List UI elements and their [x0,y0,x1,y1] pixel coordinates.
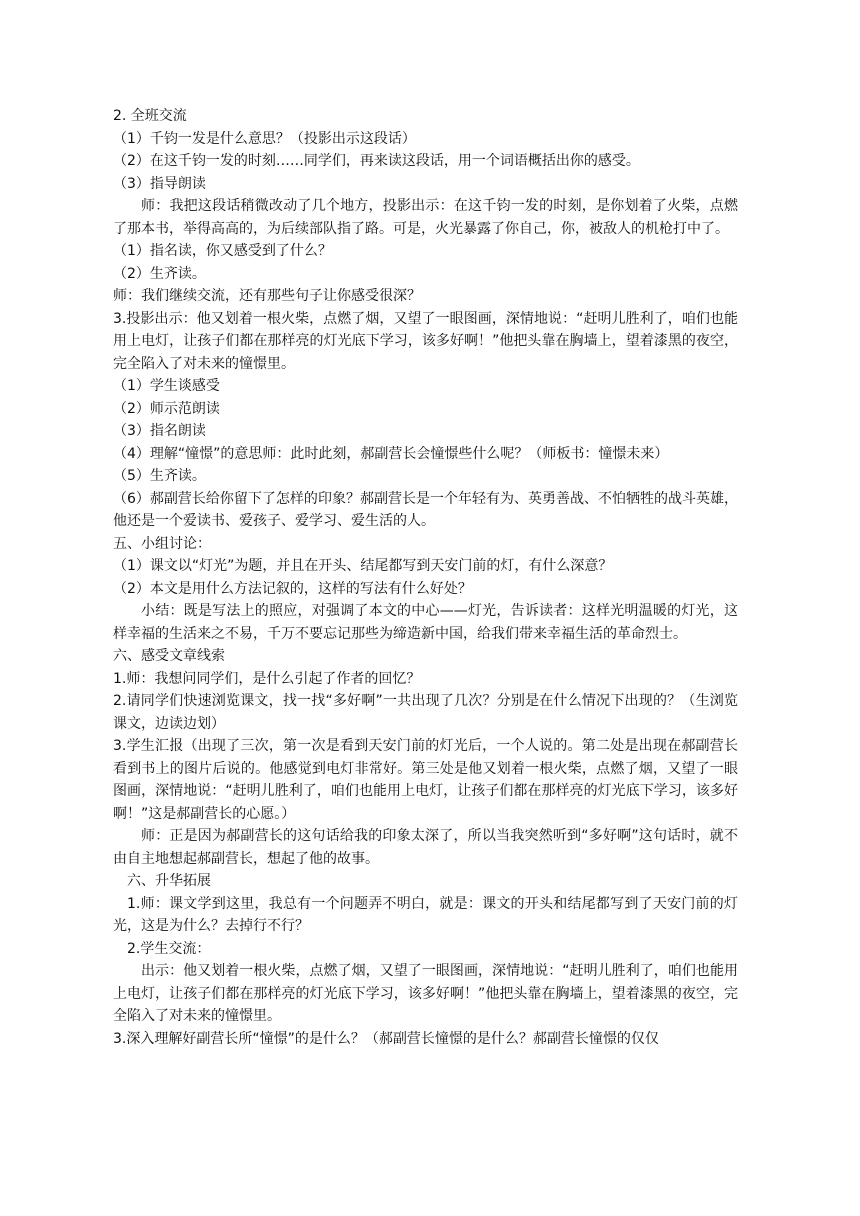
list-item: （1）学生谈感受 [113,378,220,394]
list-item: （2）生齐读。 [113,265,206,282]
list-item: （1）课文以“灯光”为题，并且在开头、结尾都写到天安门前的灯，有什么深意？ [113,558,613,574]
summary-paragraph: 小结：既是写法上的照应，对强调了本文的中心——灯光，告诉读者：这样光明温暖的灯光，这样幸福的生活来之不易，千万不要忘记那些为缔造新中国，给我们带来幸福生活的革命烈士。 [113,603,738,642]
teacher-line: 师：我们继续交流，还有那些句子让你感受很深？ [113,288,421,304]
section-heading-clue: 六、感受文章线索 [113,648,225,664]
list-item: （4）理解“憧憬”的意思师：此时此刻，郝副营长会憧憬些什么呢？（师板书：憧憬未来） [113,445,669,462]
teacher-paragraph: 师：正是因为郝副营长的这句话给我的印象太深了，所以当我突然听到“多好啊”这句话时，就不由自主地想起郝副营长，想起了他的故事。 [113,828,738,867]
list-item: （3）指名朗读 [113,423,206,439]
list-item: （1）指名读，你又感受到了什么？ [113,243,332,259]
section-heading-class-exchange: 2. 全班交流 [113,108,187,124]
teacher-paragraph: 师：我把这段话稍微改动了几个地方，投影出示：在这千钧一发的时刻，是你划着了火柴，点燃了那本书，举得高高的，为后续部队指了路。可是，火光暴露了你自己，你，被敌人的机枪打中了。 [113,198,738,237]
list-item: （5）生齐读。 [113,468,206,484]
list-item: （1）千钧一发是什么意思？（投影出示这段话） [113,130,416,147]
student-report-paragraph: 3.学生汇报（出现了三次，第一次是看到天安门前的灯光后，一个人说的。第二处是出现在郝副营长看到书上的图片后说的。他感觉到电灯非常好。第三处是他又划着一根火柴，点燃了烟，又望了一眼图画，深情地说：“赶明儿胜利了，咱们也能用上电灯，让孩子们都在那样亮的灯光底下学习，该多好啊！”这是郝副营长的心愿。） [113,738,738,822]
list-item: （3）指导朗读 [113,175,206,192]
list-item: 1.师：我想问同学们，是什么引起了作者的回忆？ [113,670,421,687]
document-body [113,105,738,1050]
list-item: 3.深入理解好副营长所“憧憬”的是什么？（郝副营长憧憬的是什么？郝副营长憧憬的仅仅 [113,1030,659,1047]
list-item: （2）本文是用什么方法记叙的，这样的写法有什么好处？ [113,580,472,597]
list-item: 2.学生交流： [127,940,211,957]
list-item: 1.师：课文学到这里，我总有一个问题弄不明白，就是：课文的开头和结尾都写到了天安门前的灯光，这是为什么？去掉行不行？ [113,895,738,934]
list-item: （6）郝副营长给你留下了怎样的印象？郝副营长是一个年轻有为、英勇善战、不怕牺牲的战斗英雄，他还是一个爱读书、爱孩子、爱学习、爱生活的人。 [113,490,738,529]
projection-paragraph: 出示：他又划着一根火柴，点燃了烟，又望了一眼图画，深情地说：“赶明儿胜利了，咱们也能用上电灯，让孩子们都在那样亮的灯光底下学习，该多好啊！”他把头靠在胸墙上，望着漆黑的夜空，完全陷入了对未来的憧憬里。 [113,963,738,1024]
list-item: （2）师示范朗读 [113,400,220,417]
list-item: （2）在这千钧一发的时刻……同学们，再来读这段话，用一个词语概括出你的感受。 [113,153,640,169]
section-heading-group-discussion: 五、小组讨论： [113,535,211,552]
projection-paragraph: 3.投影出示：他又划着一根火柴，点燃了烟，又望了一眼图画，深情地说：“赶明儿胜利了，咱们也能用上电灯，让孩子们都在那样亮的灯光底下学习，该多好啊！”他把头靠在胸墙上，望着漆黑的夜空，完全陷入了对未来的憧憬里。 [113,310,738,372]
list-item: 2.请同学们快速浏览课文，找一找“多好啊”一共出现了几次？分别是在什么情况下出现的？（生浏览课文，边读边划） [113,693,738,732]
section-heading-extension: 六、升华拓展 [127,873,211,889]
